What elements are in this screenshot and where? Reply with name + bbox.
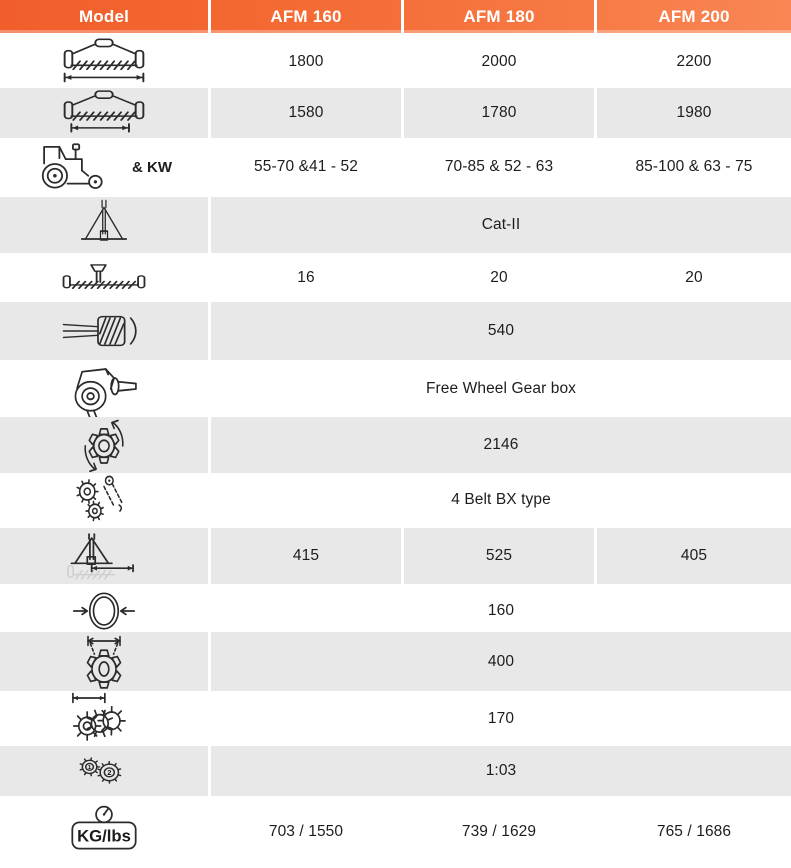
mower-working-width-icon — [56, 88, 152, 138]
roller-diameter-value-0: 160 — [487, 602, 515, 619]
gearbox-value-0: Free Wheel Gear box — [425, 380, 577, 397]
spec-row-weight — [0, 796, 791, 868]
flail-count-value-1: 20 — [490, 268, 508, 286]
gearbox-icon-cell — [0, 360, 208, 418]
spec-row-tractor-power — [0, 137, 791, 197]
header-model — [0, 0, 208, 33]
working-width-value-2: 1980 — [597, 88, 791, 138]
three-point-hitch-icon — [72, 197, 136, 253]
roller-diameter-icon — [62, 584, 146, 638]
weight-value-1: 739 / 1629 — [461, 823, 537, 840]
linkage-value-0: Cat-II — [211, 197, 791, 253]
pto-speed-value-0: 540 — [211, 302, 791, 360]
flail-count-value-0: 16 — [297, 268, 315, 286]
belt-drive-icon — [66, 473, 142, 527]
kg-lbs-text: KG/lbs — [77, 826, 131, 846]
tractor-power-value-1: 70-85 & 52 - 63 — [444, 158, 554, 175]
belt-drive-value-0: 4 Belt BX type — [451, 490, 551, 508]
weight-value-2: 765 / 1686 — [656, 823, 732, 840]
header-afm-180 — [404, 0, 594, 33]
working-width-icon-cell — [0, 88, 208, 138]
overall-width-value-0: 1800 — [288, 53, 324, 70]
rotor-diameter-value-0: 400 — [211, 632, 791, 691]
tractor-power-value-0: 55-70 &41 - 52 — [254, 158, 358, 175]
tractor-power-icon-cell — [0, 137, 208, 197]
pto-shaft-icon — [61, 308, 147, 354]
spec-row-overall-width — [0, 36, 791, 88]
header-afm-200-label: AFM 200 — [658, 6, 730, 26]
spec-table-body — [0, 36, 791, 868]
kw-label: & KW — [132, 158, 172, 176]
weight-kg-lbs-icon — [60, 804, 148, 860]
spec-row-rotor-speed — [0, 417, 791, 471]
flail-rotor-value-0: 170 — [487, 710, 515, 727]
offset-icon-cell — [0, 528, 208, 584]
overall-width-value-2: 2200 — [676, 53, 712, 70]
weight-icon-cell — [0, 796, 208, 868]
gear-ratio-value-0: 1:03 — [211, 746, 791, 796]
header-afm-160-label: AFM 160 — [270, 6, 342, 26]
flail-blade-icon — [58, 256, 150, 300]
gearbox-icon — [62, 360, 146, 418]
tractor-icon — [36, 139, 126, 195]
spec-row-gearbox — [0, 360, 791, 417]
spec-row-roller-diameter — [0, 584, 791, 632]
rotor-speed-icon-cell — [0, 417, 208, 473]
working-width-value-0: 1580 — [211, 88, 401, 138]
spec-row-working-width — [0, 88, 791, 137]
rotor-diameter-icon — [64, 634, 144, 690]
spec-row-rotor-diameter — [0, 632, 791, 691]
overall-width-value-1: 2000 — [481, 53, 517, 70]
weight-value-0: 703 / 1550 — [268, 823, 344, 840]
header-afm-160 — [211, 0, 401, 33]
table-header — [0, 0, 791, 33]
gear-two-digit: 2 — [107, 768, 112, 777]
pto-speed-icon-cell — [0, 302, 208, 360]
flail-count-value-2: 20 — [685, 268, 703, 286]
spec-row-flail-count — [0, 253, 791, 302]
spec-row-offset — [0, 528, 791, 584]
linkage-icon-cell — [0, 197, 208, 253]
rotor-speed-value-0: 2146 — [211, 417, 791, 473]
gear-ratio-icon — [66, 749, 142, 793]
offset-value-1: 525 — [404, 528, 594, 584]
flail-count-icon-cell — [0, 253, 208, 302]
working-width-value-1: 1780 — [404, 88, 594, 138]
hitch-offset-icon — [60, 530, 148, 582]
spec-row-flail-rotor — [0, 691, 791, 746]
belt-drive-icon-cell — [0, 471, 208, 528]
spec-row-belt-drive — [0, 471, 791, 528]
header-model-label: Model — [78, 6, 130, 26]
mower-overall-width-icon — [56, 36, 152, 88]
roller-diameter-icon-cell — [0, 584, 208, 638]
header-afm-180-label: AFM 180 — [463, 6, 535, 26]
gear-ratio-icon-cell — [0, 746, 208, 796]
spec-row-gear-ratio — [0, 746, 791, 796]
gear-one-digit: 1 — [87, 764, 92, 771]
spec-row-linkage — [0, 197, 791, 253]
flail-rotor-width-icon — [62, 691, 146, 747]
flail-rotor-icon-cell — [0, 691, 208, 747]
overall-width-icon-cell — [0, 36, 208, 88]
tractor-power-value-2: 85-100 & 63 - 75 — [635, 158, 753, 175]
header-afm-200 — [597, 0, 791, 33]
offset-value-2: 405 — [597, 528, 791, 584]
rotor-diameter-icon-cell — [0, 632, 208, 691]
spec-row-pto-speed — [0, 302, 791, 360]
offset-value-0: 415 — [211, 528, 401, 584]
rotor-rotation-icon — [65, 417, 143, 473]
